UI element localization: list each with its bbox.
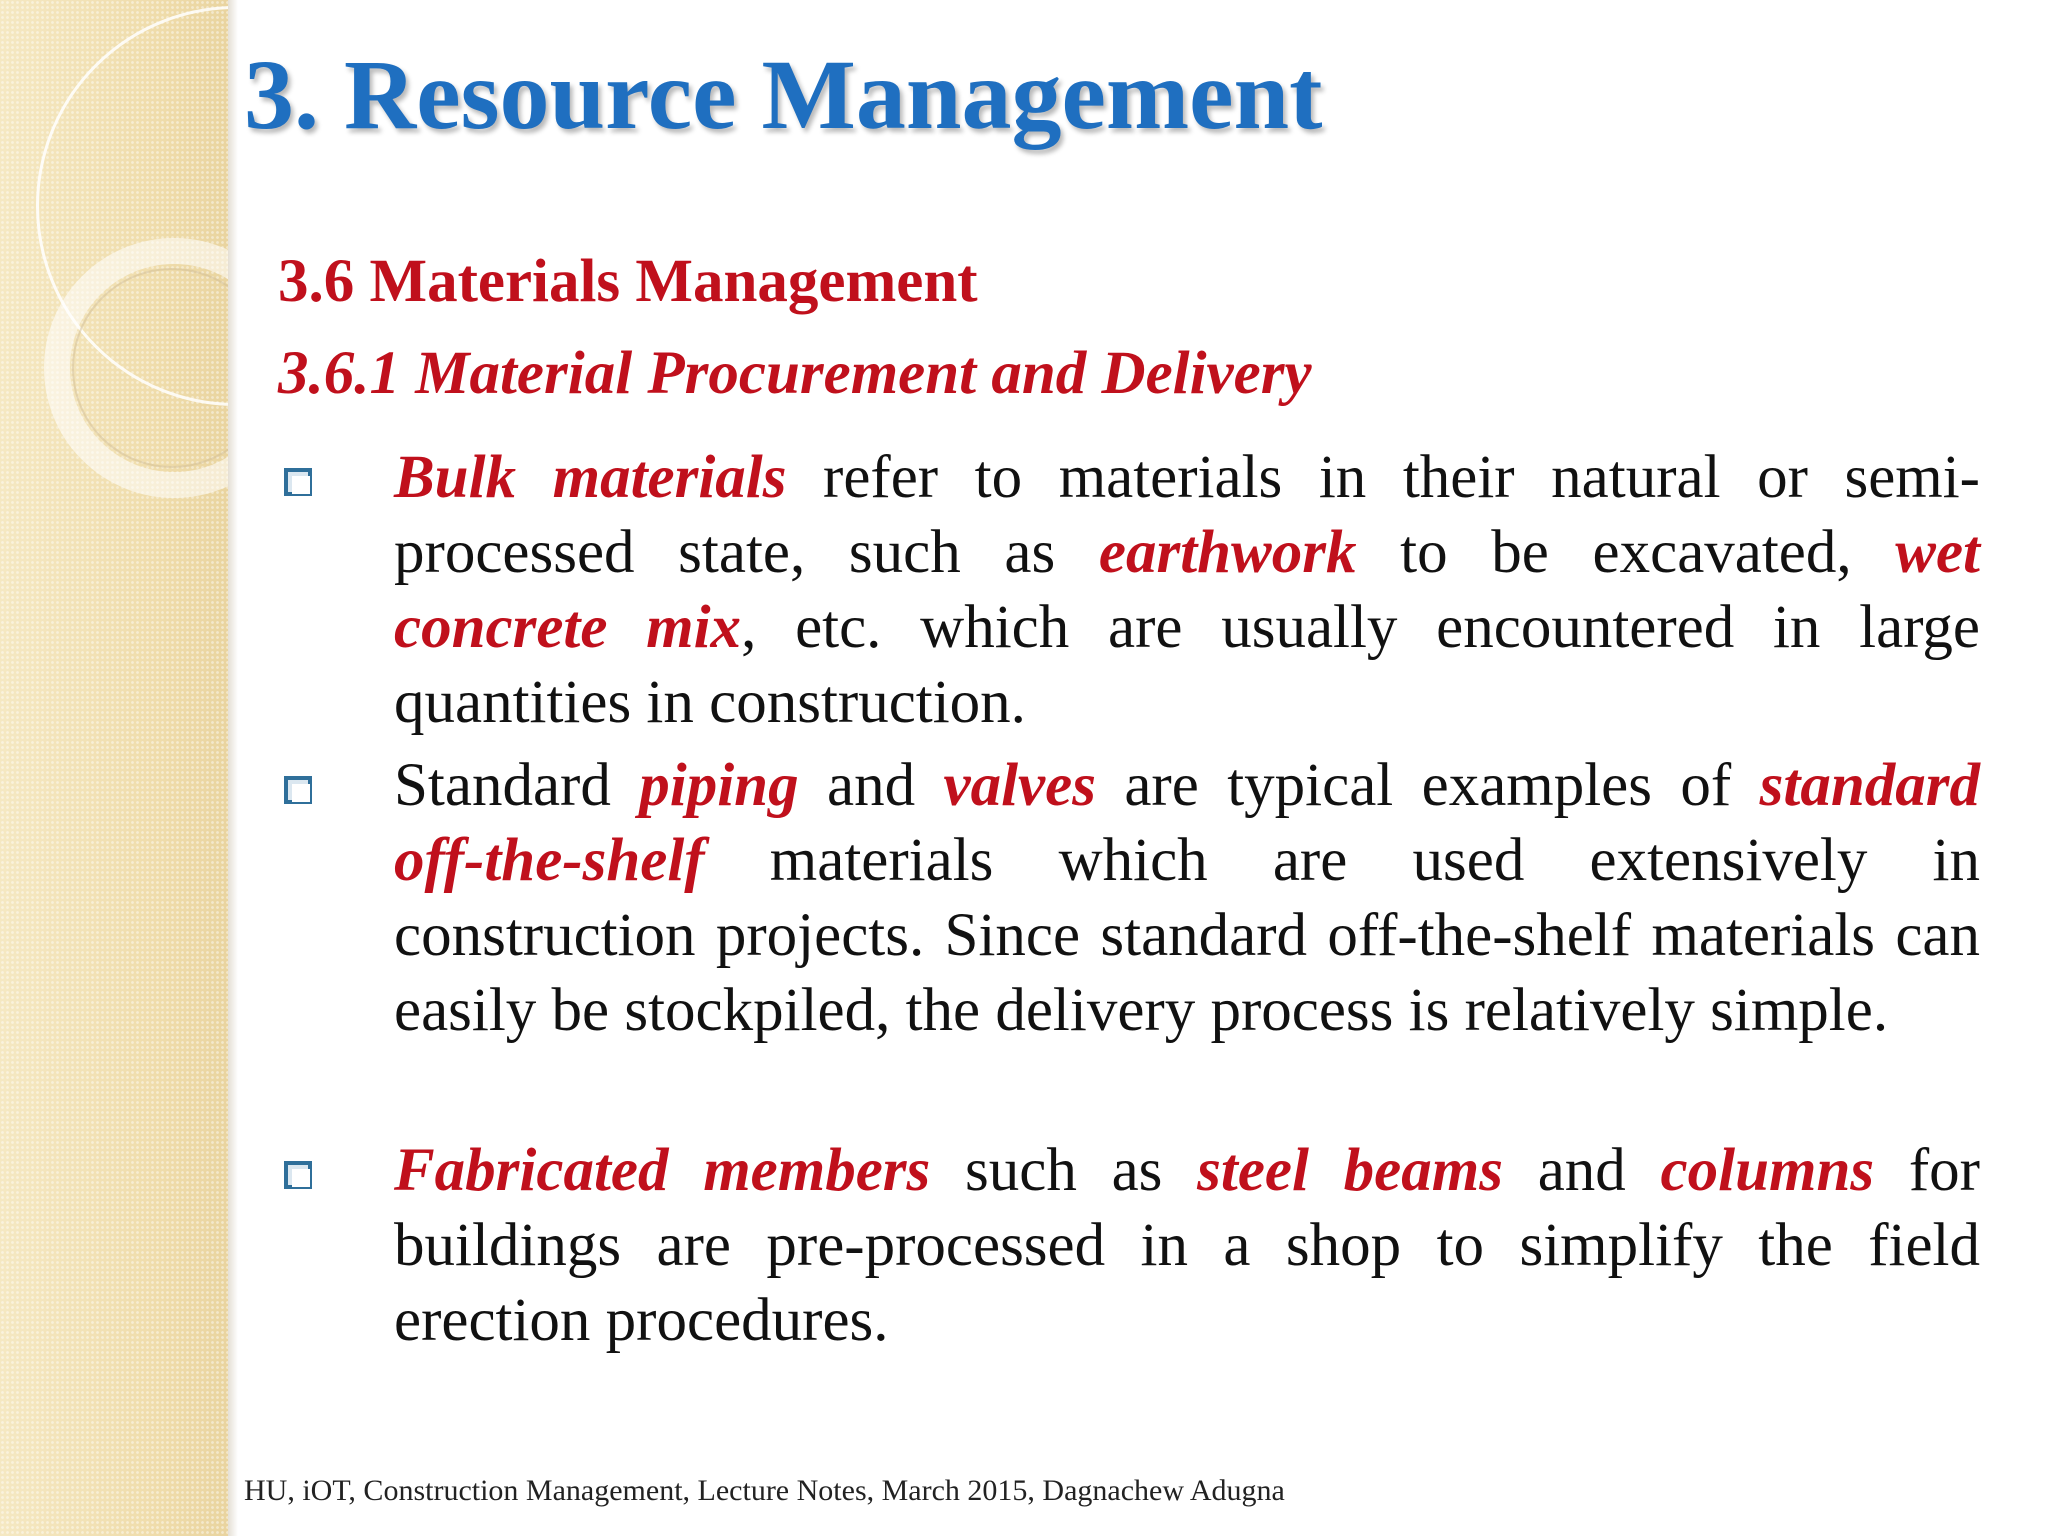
hollow-square-bullet-icon [280, 440, 340, 515]
bullet-item-standard-piping [278, 748, 1980, 1048]
decorative-side-band [0, 0, 228, 1536]
bullet-text-run: refer to materials in their natural or semi-processed state, such as [394, 444, 1980, 586]
bullet-text-run: and [798, 752, 944, 819]
slide-footer: HU, iOT, Construction Management, Lecture Notes, March 2015, Dagnachew Adugna [244, 1474, 1285, 1507]
emphasized-term: Fabricated members [394, 1137, 931, 1204]
emphasized-term: wet concrete mix [394, 519, 1980, 661]
bullet-text-run: such as [930, 1137, 1198, 1204]
emphasized-term: earthwork [1098, 519, 1357, 586]
bullet-item-fabricated-members [278, 1133, 1980, 1358]
bullet-text-run: and [1502, 1137, 1661, 1204]
bullet-text-run: Standard [394, 752, 640, 819]
bullet-text-run: materials which are used extensively in construction projects. Since standard off-the-shelf materials can easily be stockpiled, the delivery process is relatively simple. [394, 827, 1980, 1044]
hollow-square-bullet-icon [280, 1133, 340, 1208]
emphasized-term: valves [943, 752, 1096, 819]
section-heading: 3.6 Materials Management [278, 248, 978, 315]
bullet-text-run: are typical examples of [1095, 752, 1760, 819]
bullet-text [394, 748, 1980, 1048]
subsection-heading: 3.6.1 Material Procurement and Delivery [278, 340, 1312, 407]
bullet-text [394, 1133, 1980, 1358]
emphasized-term: columns [1660, 1137, 1875, 1204]
emphasized-term: steel beams [1197, 1137, 1503, 1204]
bullet-text-run: to be excavated, [1356, 519, 1896, 586]
emphasized-term: standard off-the-shelf [394, 752, 1981, 894]
side-band-shadow [228, 0, 238, 1536]
hollow-square-bullet-icon [280, 748, 340, 823]
bullet-text [394, 440, 1980, 740]
emphasized-term: Bulk materials [394, 444, 787, 511]
slide-title: 3. Resource Management [244, 39, 1323, 150]
bullet-text-run: for buildings are pre-processed in a shop to simplify the field erection procedures. [394, 1137, 1980, 1354]
bullet-text-run: , etc. which are usually encountered in large quantities in construction. [394, 594, 1980, 736]
bullet-item-bulk-materials [278, 440, 1980, 740]
emphasized-term: piping [639, 752, 799, 819]
